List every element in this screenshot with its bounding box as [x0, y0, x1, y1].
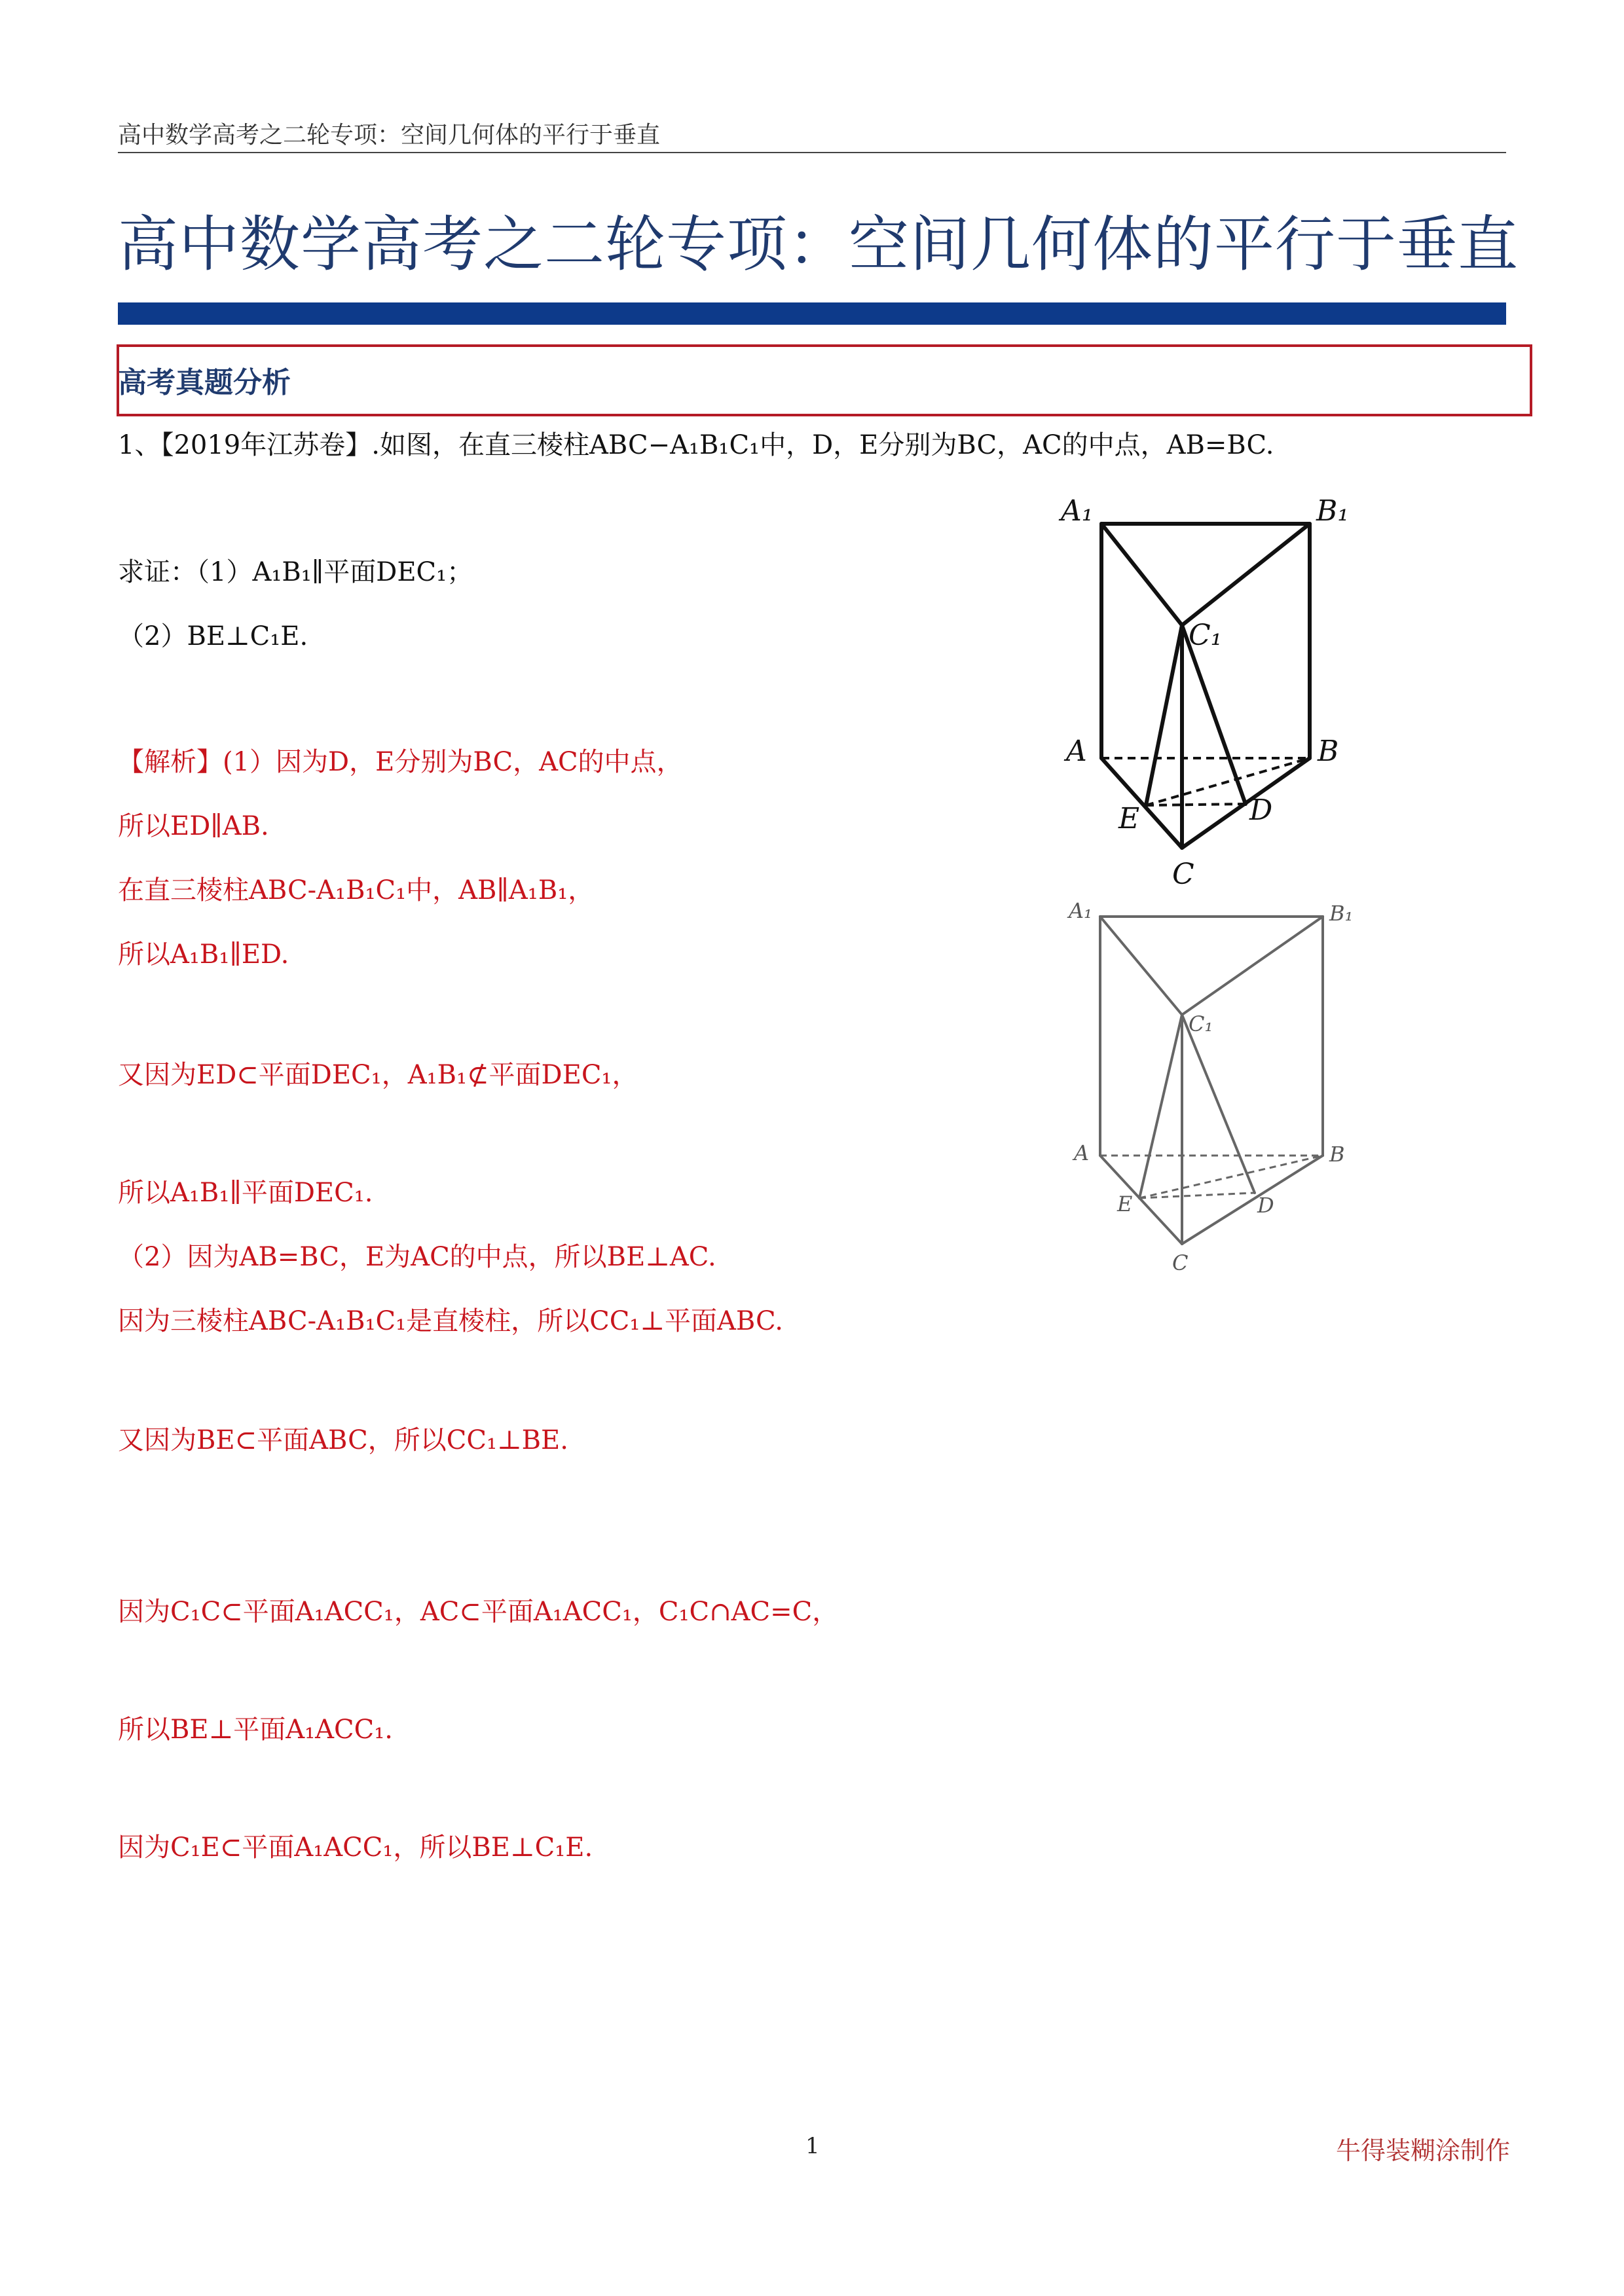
solution-line: （2）因为AB=BC，E为AC的中点，所以BE⊥AC. — [118, 1242, 716, 1272]
label-A1: A₁ — [1069, 898, 1092, 923]
prism-figure-2 — [1054, 897, 1375, 1277]
label-B1: B₁ — [1316, 494, 1349, 528]
prove-part-1: 求证：（1）A₁B₁∥平面DEC₁； — [118, 557, 473, 587]
label-B1: B₁ — [1329, 901, 1354, 926]
label-C: C — [1172, 858, 1194, 890]
problem-statement: 1、【2019年江苏卷】.如图，在直三棱柱ABC−A₁B₁C₁中，D，E分别为BC，AC的中点，AB=BC. — [118, 430, 1274, 460]
solution-line: 在直三棱柱ABC-A₁B₁C₁中，AB∥A₁B₁， — [118, 875, 595, 905]
label-E: E — [1118, 802, 1140, 835]
solution-line: 又因为ED⊂平面DEC₁，A₁B₁⊄平面DEC₁， — [118, 1060, 638, 1090]
solution-line: 因为C₁C⊂平面A₁ACC₁，AC⊂平面A₁ACC₁，C₁C∩AC=C， — [118, 1597, 839, 1627]
solution-line: 因为三棱柱ABC-A₁B₁C₁是直棱柱，所以CC₁⊥平面ABC. — [118, 1306, 783, 1336]
solution-line: 所以A₁B₁∥平面DEC₁. — [118, 1178, 373, 1208]
section-title: 高考真题分析 — [118, 366, 291, 399]
title-underline-bar — [118, 302, 1506, 325]
section-box — [117, 344, 1532, 416]
label-C: C — [1172, 1250, 1189, 1275]
solution-line: 又因为BE⊂平面ABC，所以CC₁⊥BE. — [118, 1425, 568, 1455]
label-A1: A₁ — [1061, 494, 1094, 528]
solution-line: 所以ED∥AB. — [118, 811, 269, 841]
label-B: B — [1329, 1142, 1345, 1167]
label-D: D — [1249, 793, 1273, 827]
footer-maker: 牛得装糊涂制作 — [1336, 2136, 1511, 2165]
label-D: D — [1257, 1193, 1274, 1218]
label-A: A — [1074, 1140, 1090, 1165]
header-rule — [118, 152, 1506, 153]
solution-line: 所以A₁B₁∥ED. — [118, 939, 289, 970]
page-number: 1 — [805, 2133, 820, 2159]
solution-line: 【解析】(1）因为D，E分别为BC，AC的中点， — [118, 747, 683, 777]
running-header: 高中数学高考之二轮专项：空间几何体的平行于垂直 — [118, 122, 661, 149]
prism-figure-1 — [1048, 484, 1375, 890]
solution-line: 所以BE⊥平面A₁ACC₁. — [118, 1715, 393, 1745]
label-A: A — [1066, 735, 1087, 768]
label-C1: C₁ — [1189, 619, 1223, 652]
prove-part-2: （2）BE⊥C₁E. — [118, 621, 308, 651]
label-C1: C₁ — [1189, 1011, 1213, 1036]
solution-line: 因为C₁E⊂平面A₁ACC₁，所以BE⊥C₁E. — [118, 1832, 593, 1863]
label-B: B — [1318, 735, 1339, 768]
page-title: 高中数学高考之二轮专项：空间几何体的平行于垂直 — [118, 210, 1519, 280]
label-E: E — [1117, 1192, 1133, 1216]
